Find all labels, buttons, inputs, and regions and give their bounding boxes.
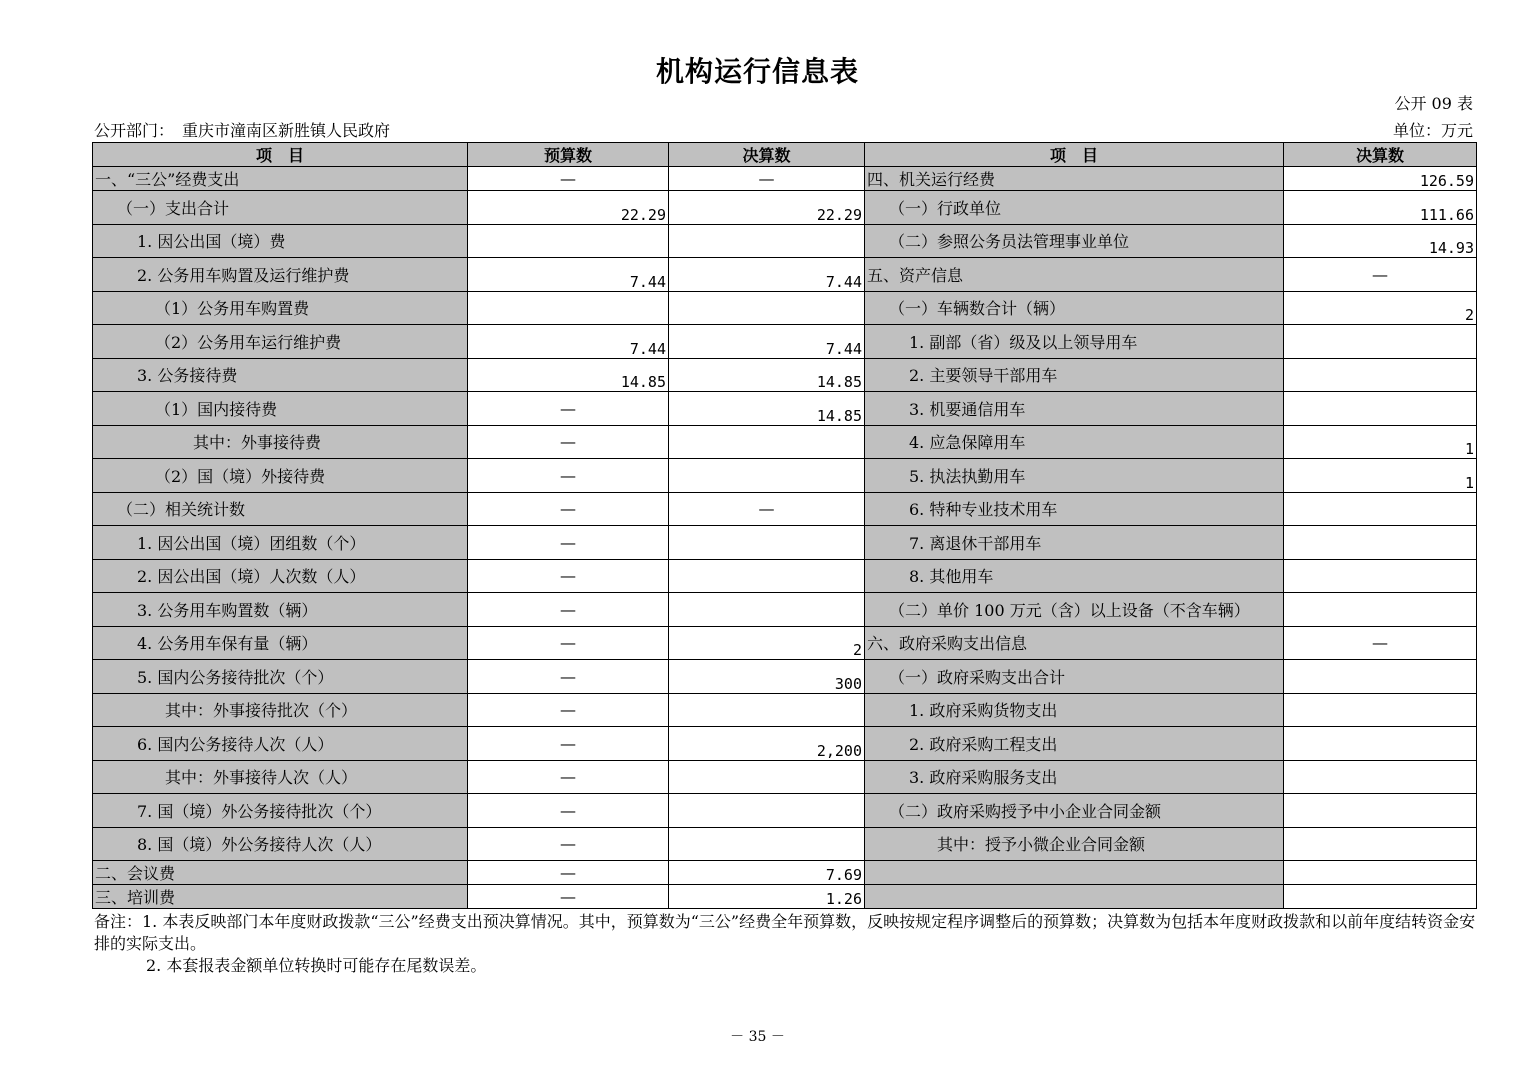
header-actual-left: 决算数 xyxy=(669,143,865,167)
right-actual-cell xyxy=(1284,660,1477,694)
right-actual-cell xyxy=(1284,526,1477,560)
right-item-label: 3. 机要通信用车 xyxy=(865,392,1284,426)
right-item-label: （二）单价 100 万元（含）以上设备（不含车辆） xyxy=(865,593,1284,627)
actual-cell: 14.85 xyxy=(669,358,865,392)
table-row xyxy=(93,224,1477,258)
budget-cell: — xyxy=(468,626,669,660)
row-item-label: 其中：外事接待人次（人） xyxy=(93,760,468,794)
table-row xyxy=(93,885,1477,909)
actual-cell: 300 xyxy=(669,660,865,694)
actual-cell: 2,200 xyxy=(669,727,865,761)
right-actual-cell: 2 xyxy=(1284,291,1477,325)
table-row xyxy=(93,760,1477,794)
row-item-label: 其中：外事接待批次（个） xyxy=(93,693,468,727)
actual-cell: 7.69 xyxy=(669,861,865,885)
table-row xyxy=(93,191,1477,225)
row-item-label: （1）公务用车购置费 xyxy=(93,291,468,325)
actual-cell xyxy=(669,224,865,258)
actual-cell: 7.44 xyxy=(669,325,865,359)
budget-cell: — xyxy=(468,794,669,828)
actual-cell: — xyxy=(669,167,865,191)
right-item-label: 五、资产信息 xyxy=(865,258,1284,292)
header-item-left: 项 目 xyxy=(93,143,468,167)
budget-cell: — xyxy=(468,167,669,191)
right-actual-cell xyxy=(1284,559,1477,593)
right-item-label: （二）参照公务员法管理事业单位 xyxy=(865,224,1284,258)
table-row xyxy=(93,727,1477,761)
row-item-label: 3. 公务接待费 xyxy=(93,358,468,392)
table-row xyxy=(93,626,1477,660)
row-item-label: 3. 公务用车购置数（辆） xyxy=(93,593,468,627)
row-item-label: 8. 国（境）外公务接待人次（人） xyxy=(93,827,468,861)
budget-cell: — xyxy=(468,526,669,560)
right-actual-cell: — xyxy=(1284,258,1477,292)
header-actual-right: 决算数 xyxy=(1284,143,1477,167)
row-item-label: （1）国内接待费 xyxy=(93,392,468,426)
note-line-1: 备注：1. 本表反映部门本年度财政拨款“三公”经费支出预决算情况。其中，预算数为“三公”经费全年预算数，反映按规定程序调整后的预算数；决算数为包括本年度财政拨款和以前年度结转资金安排的实际支出。 xyxy=(94,912,1476,953)
actual-cell xyxy=(669,827,865,861)
header-row xyxy=(93,143,1477,167)
right-actual-cell xyxy=(1284,727,1477,761)
note-line-2: 2. 本套报表金额单位转换时可能存在尾数误差。 xyxy=(146,956,487,975)
right-actual-cell: 1 xyxy=(1284,425,1477,459)
row-item-label: （二）相关统计数 xyxy=(93,492,468,526)
budget-cell: 7.44 xyxy=(468,325,669,359)
right-actual-cell: — xyxy=(1284,626,1477,660)
budget-cell: — xyxy=(468,827,669,861)
right-item-label: 六、政府采购支出信息 xyxy=(865,626,1284,660)
right-actual-cell: 14.93 xyxy=(1284,224,1477,258)
actual-cell: — xyxy=(669,492,865,526)
right-item-label: 其中：授予小微企业合同金额 xyxy=(865,827,1284,861)
actual-cell xyxy=(669,425,865,459)
budget-cell xyxy=(468,291,669,325)
actual-cell xyxy=(669,291,865,325)
table-row xyxy=(93,258,1477,292)
table-row xyxy=(93,526,1477,560)
notes xyxy=(94,911,1478,977)
header-budget: 预算数 xyxy=(468,143,669,167)
row-item-label: 5. 国内公务接待批次（个） xyxy=(93,660,468,694)
right-actual-cell: 111.66 xyxy=(1284,191,1477,225)
right-item-label: 1. 政府采购货物支出 xyxy=(865,693,1284,727)
right-actual-cell xyxy=(1284,492,1477,526)
actual-cell: 1.26 xyxy=(669,885,865,909)
budget-cell: — xyxy=(468,861,669,885)
right-actual-cell xyxy=(1284,827,1477,861)
right-item-label: （一）政府采购支出合计 xyxy=(865,660,1284,694)
actual-cell: 22.29 xyxy=(669,191,865,225)
budget-cell: — xyxy=(468,727,669,761)
table-row xyxy=(93,325,1477,359)
right-item-label: （二）政府采购授予中小企业合同金额 xyxy=(865,794,1284,828)
row-item-label: （一）支出合计 xyxy=(93,191,468,225)
right-actual-cell xyxy=(1284,861,1477,885)
row-item-label: 其中：外事接待费 xyxy=(93,425,468,459)
budget-cell: 14.85 xyxy=(468,358,669,392)
table-row xyxy=(93,425,1477,459)
right-item-label xyxy=(865,885,1284,909)
right-actual-cell xyxy=(1284,325,1477,359)
budget-cell: — xyxy=(468,693,669,727)
budget-cell: — xyxy=(468,492,669,526)
right-item-label: 4. 应急保障用车 xyxy=(865,425,1284,459)
row-item-label: 6. 国内公务接待人次（人） xyxy=(93,727,468,761)
right-item-label xyxy=(865,861,1284,885)
right-actual-cell xyxy=(1284,760,1477,794)
right-actual-cell xyxy=(1284,693,1477,727)
table-row xyxy=(93,827,1477,861)
budget-cell: — xyxy=(468,559,669,593)
row-item-label: 1. 因公出国（境）团组数（个） xyxy=(93,526,468,560)
right-actual-cell xyxy=(1284,593,1477,627)
actual-cell xyxy=(669,459,865,493)
budget-cell: — xyxy=(468,459,669,493)
table-row xyxy=(93,861,1477,885)
row-item-label: 7. 国（境）外公务接待批次（个） xyxy=(93,794,468,828)
table-row xyxy=(93,660,1477,694)
right-item-label: 2. 主要领导干部用车 xyxy=(865,358,1284,392)
table-row xyxy=(93,794,1477,828)
right-actual-cell xyxy=(1284,885,1477,909)
department-label: 公开部门： 重庆市潼南区新胜镇人民政府 xyxy=(94,121,391,140)
budget-cell: — xyxy=(468,885,669,909)
row-item-label: 三、培训费 xyxy=(93,885,468,909)
right-item-label: （一）车辆数合计（辆） xyxy=(865,291,1284,325)
table-row xyxy=(93,559,1477,593)
right-item-label: 四、机关运行经费 xyxy=(865,167,1284,191)
budget-cell: 22.29 xyxy=(468,191,669,225)
unit-label: 单位：万元 xyxy=(1392,121,1473,140)
row-item-label: 1. 因公出国（境）费 xyxy=(93,224,468,258)
right-item-label: 1. 副部（省）级及以上领导用车 xyxy=(865,325,1284,359)
row-item-label: 一、“三公”经费支出 xyxy=(93,167,468,191)
budget-cell: 7.44 xyxy=(468,258,669,292)
table-row xyxy=(93,392,1477,426)
right-actual-cell xyxy=(1284,794,1477,828)
row-item-label: 2. 公务用车购置及运行维护费 xyxy=(93,258,468,292)
actual-cell xyxy=(669,593,865,627)
right-item-label: 6. 特种专业技术用车 xyxy=(865,492,1284,526)
right-actual-cell xyxy=(1284,358,1477,392)
actual-cell xyxy=(669,526,865,560)
table-body xyxy=(93,167,1477,909)
table-row xyxy=(93,459,1477,493)
page-title: 机构运行信息表 xyxy=(655,55,859,88)
budget-cell: — xyxy=(468,392,669,426)
row-item-label: 2. 因公出国（境）人次数（人） xyxy=(93,559,468,593)
budget-cell: — xyxy=(468,760,669,794)
right-item-label: 3. 政府采购服务支出 xyxy=(865,760,1284,794)
right-actual-cell: 126.59 xyxy=(1284,167,1477,191)
actual-cell: 14.85 xyxy=(669,392,865,426)
budget-cell xyxy=(468,224,669,258)
page-number: － 35 － xyxy=(730,1029,785,1045)
table-row xyxy=(93,291,1477,325)
right-actual-cell xyxy=(1284,392,1477,426)
row-item-label: （2）国（境）外接待费 xyxy=(93,459,468,493)
actual-cell xyxy=(669,794,865,828)
right-item-label: 8. 其他用车 xyxy=(865,559,1284,593)
actual-cell xyxy=(669,693,865,727)
info-table xyxy=(92,142,1477,909)
table-row xyxy=(93,693,1477,727)
form-number: 公开 09 表 xyxy=(1394,94,1473,113)
table-row xyxy=(93,593,1477,627)
row-item-label: 4. 公务用车保有量（辆） xyxy=(93,626,468,660)
budget-cell: — xyxy=(468,425,669,459)
right-item-label: （一）行政单位 xyxy=(865,191,1284,225)
actual-cell: 2 xyxy=(669,626,865,660)
right-item-label: 7. 离退休干部用车 xyxy=(865,526,1284,560)
actual-cell: 7.44 xyxy=(669,258,865,292)
actual-cell xyxy=(669,559,865,593)
right-item-label: 2. 政府采购工程支出 xyxy=(865,727,1284,761)
right-actual-cell: 1 xyxy=(1284,459,1477,493)
table-row xyxy=(93,167,1477,191)
actual-cell xyxy=(669,760,865,794)
budget-cell: — xyxy=(468,660,669,694)
budget-cell: — xyxy=(468,593,669,627)
row-item-label: （2）公务用车运行维护费 xyxy=(93,325,468,359)
row-item-label: 二、会议费 xyxy=(93,861,468,885)
table-row xyxy=(93,492,1477,526)
table-row xyxy=(93,358,1477,392)
right-item-label: 5. 执法执勤用车 xyxy=(865,459,1284,493)
header-item-right: 项 目 xyxy=(865,143,1284,167)
